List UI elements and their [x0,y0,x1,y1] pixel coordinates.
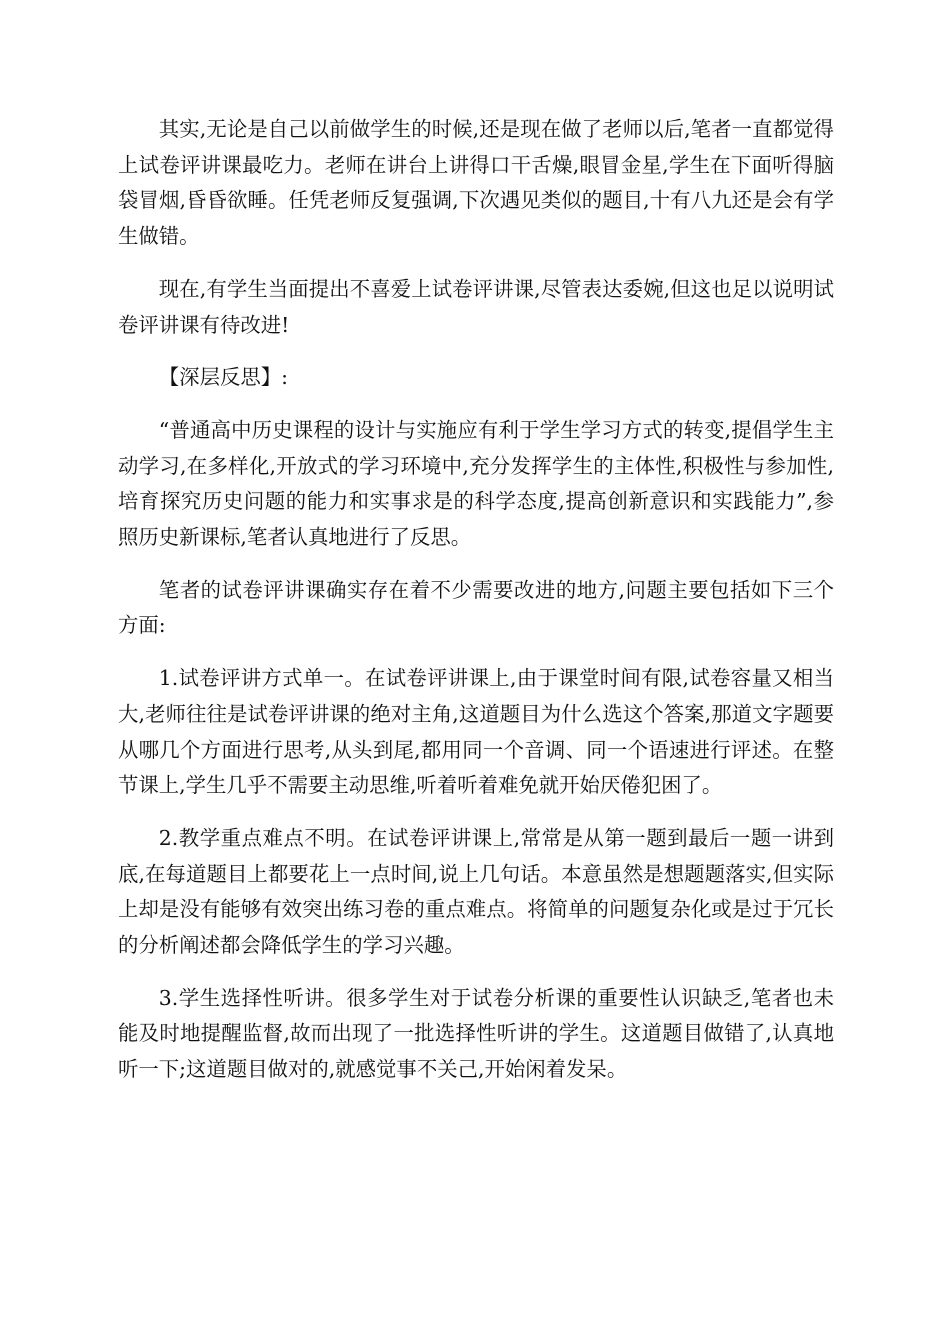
paragraph-gap [118,556,834,573]
paragraph-problem-1: 1.试卷评讲方式单一。在试卷评讲课上,由于课堂时间有限,试卷容量又相当大,老师往往是试卷评讲课的绝对主角,这道题目为什么选这个答案,那道文字题要从哪几个方面进行思考,从头到尾,都用同一个音调、同一个语速进行评述。在整节课上,学生几乎不需要主动思维,听着听着难免就开始厌倦犯困了。 [118,666,834,798]
paragraph-current-feedback: 现在,有学生当面提出不喜爱上试卷评讲课,尽管表达委婉,但这也足以说明试卷评讲课有待改进! [118,276,834,337]
paragraph-gap [118,255,834,272]
document-page [118,112,834,1088]
paragraph-curriculum-quote: “普通高中历史课程的设计与实施应有利于学生学习方式的转变,提倡学生主动学习,在多样化,开放式的学习环境中,充分发挥学生的主体性,积极性与参加性,培育探究历史问题的能力和实事求是的科学态度,提高创新意识和实践能力”,参照历史新课标,笔者认真地进行了反思。 [118,417,834,550]
section-heading-reflection: 【深层反思】: [158,365,289,390]
paragraph-gap [118,804,834,821]
paragraph-gap [118,343,834,360]
paragraph-gap [118,964,834,981]
paragraph-problem-3: 3.学生选择性听讲。很多学生对于试卷分析课的重要性认识缺乏,笔者也未能及时地提醒监督,故而出现了一批选择性听讲的学生。这道题目做错了,认真地听一下;这道题目做对的,就感觉事不关己,开始闲着发呆。 [118,985,834,1082]
paragraph-intro: 其实,无论是自己以前做学生的时候,还是现在做了老师以后,笔者一直都觉得上试卷评讲课最吃力。老师在讲台上讲得口干舌燥,眼冒金星,学生在下面听得脑袋冒烟,昏昏欲睡。任凭老师反复强调,下次遇见类似的题目,十有八九还是会有学生做错。 [118,117,834,249]
paragraph-problem-2: 2.教学重点难点不明。在试卷评讲课上,常常是从第一题到最后一题一讲到底,在每道题目上都要花上一点时间,说上几句话。本意虽然是想题题落实,但实际上却是没有能够有效突出练习卷的重点难点。将简单的问题复杂化或是过于冗长的分析阐述都会降低学生的学习兴趣。 [118,825,834,958]
paragraph-problem-summary: 笔者的试卷评讲课确实存在着不少需要改进的地方,问题主要包括如下三个方面: [118,577,834,638]
paragraph-gap [118,644,834,661]
paragraph-gap [118,396,834,413]
